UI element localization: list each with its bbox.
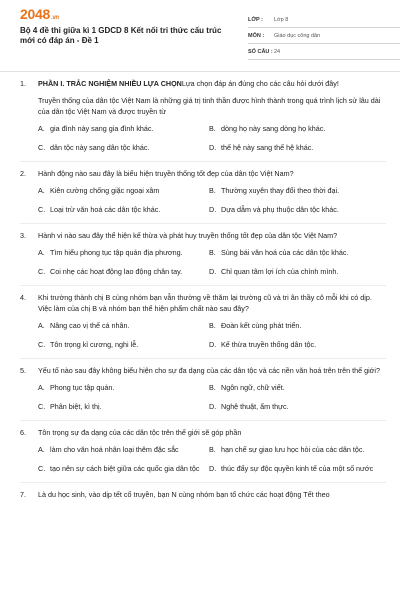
question-1: [20, 78, 386, 153]
option-c[interactable]: C. Loại trừ văn hoá các dân tộc khác.: [38, 205, 161, 214]
question-number: 7.: [20, 490, 26, 499]
option-b[interactable]: B. Đoàn kết cùng phát triển.: [209, 321, 302, 330]
option-d[interactable]: D. Kế thừa truyền thống dân tộc.: [209, 340, 317, 349]
option-d[interactable]: D. Chỉ quan tâm lợi ích của chính mình.: [209, 267, 339, 276]
question-4: [20, 292, 386, 350]
question-6: [20, 427, 386, 474]
separator: [20, 420, 386, 421]
separator: [20, 358, 386, 359]
meta-key: MÔN :: [248, 32, 265, 39]
option-a[interactable]: A. Tìm hiểu phong tục tập quán địa phương.: [38, 248, 183, 257]
options: [38, 185, 386, 215]
option-d[interactable]: D. thúc đẩy sự độc quyền kinh tế của một số nước: [209, 464, 374, 473]
option-b[interactable]: B. Sùng bái văn hoá của các dân tộc khác.: [209, 248, 349, 257]
option-a[interactable]: A. gia đình này sang gia đình khác.: [38, 124, 154, 133]
option-d[interactable]: D. thế hệ này sang thế hệ khác.: [209, 143, 314, 152]
meta-key: SỐ CÂU :: [248, 48, 273, 55]
option-a[interactable]: A. làm cho văn hoá nhân loại thêm đặc sắc: [38, 445, 179, 454]
questions: [20, 78, 386, 508]
options: [38, 320, 386, 350]
site-logo[interactable]: 2048.vn: [20, 6, 59, 22]
section-heading: PHẦN I. TRẮC NGHIỆM NHIỀU LỰA CHỌN: [38, 79, 182, 88]
question-number: 3.: [20, 231, 26, 240]
option-b[interactable]: B. hạn chế sự giao lưu học hỏi của các dân tộc.: [209, 445, 365, 454]
option-d[interactable]: D. Dựa dẫm và phụ thuộc dân tộc khác.: [209, 205, 339, 214]
question-text: Lựa chọn đáp án đúng cho các câu hỏi dưới đây!: [181, 79, 339, 88]
question-7: [20, 489, 386, 500]
option-b[interactable]: B. dòng họ này sang dòng họ khác.: [209, 124, 326, 133]
option-c[interactable]: C. tạo nên sự cách biệt giữa các quốc gia dân tộc: [38, 464, 200, 473]
option-a[interactable]: A. Kiên cường chống giặc ngoại xâm: [38, 186, 160, 195]
meta-row-count: [248, 44, 400, 60]
question-text: Yếu tố nào sau đây không biểu hiện cho sự đa dạng của các dân tộc và các nền văn hoá trên trên thế giới?: [38, 366, 380, 375]
separator: [20, 223, 386, 224]
question-text: Hành động nào sau đây là biểu hiện truyền thống tốt đẹp của dân tộc Việt Nam?: [38, 169, 294, 178]
question-number: 2.: [20, 169, 26, 178]
option-c[interactable]: C. dân tộc này sang dân tộc khác.: [38, 143, 150, 152]
separator: [20, 285, 386, 286]
question-5: [20, 365, 386, 412]
header-divider: [0, 71, 400, 72]
question-number: 5.: [20, 366, 26, 375]
question-3: [20, 230, 386, 277]
options: [38, 382, 386, 412]
options: [38, 444, 386, 474]
meta-row-subject: [248, 28, 400, 44]
question-number: 4.: [20, 293, 26, 302]
option-c[interactable]: C. Tôn trọng kỉ cương, nghi lễ.: [38, 340, 139, 349]
question-text: Khi trường thành chị B cùng nhóm bạn vẫn thường về thăm lại trường cũ và tri ân thầy cô mỗi khi có dịp. Việc làm của chị B và nhóm bạn thể hiện phẩm chất nào sau đây?: [38, 293, 372, 313]
meta-table: [248, 12, 400, 60]
question-text: Hành vi nào sau đây thể hiện kế thừa và phát huy truyền thống tốt đẹp của dân tộc Việt Nam?: [38, 231, 338, 240]
question-number: 6.: [20, 428, 26, 437]
option-d[interactable]: D. Nghệ thuật, ẩm thực.: [209, 402, 289, 411]
meta-row-grade: [248, 12, 400, 28]
option-b[interactable]: B. Ngôn ngữ, chữ viết.: [209, 383, 285, 392]
option-c[interactable]: C. Phân biệt, kì thị.: [38, 402, 102, 411]
header: [20, 0, 384, 66]
option-c[interactable]: C. Coi nhẹ các hoạt động lao động chân tay.: [38, 267, 183, 276]
meta-key: LỚP :: [248, 16, 263, 23]
question-text: Tôn trọng sự đa dạng của các dân tộc trên thế giới sẽ góp phần: [38, 428, 242, 437]
question-2: [20, 168, 386, 215]
separator: [20, 161, 386, 162]
separator: [20, 482, 386, 483]
question-text: Là du học sinh, vào dịp tết cổ truyền, bạn N cùng nhóm bạn tổ chức các hoạt động Tết theo: [38, 490, 330, 499]
option-a[interactable]: A. Phong tục tập quán.: [38, 383, 115, 392]
question-number: 1.: [20, 79, 26, 88]
question-stem: Truyền thống của dân tộc Việt Nam là những giá trị tinh thần được hình thành trong quá trình lịch sử lâu dài của dân tộc Việt Nam và được truyền từ: [38, 96, 381, 116]
meta-value: 24: [274, 48, 281, 55]
options: [38, 247, 386, 277]
meta-value: Lớp 8: [274, 16, 289, 23]
options: [38, 123, 386, 153]
meta-value: Giáo dục công dân: [274, 32, 321, 39]
document-title: Bộ 4 đề thi giữa kì 1 GDCD 8 Kết nối tri thức cấu trúc mới có đáp án - Đề 1: [20, 26, 222, 45]
option-a[interactable]: A. Nâng cao vị thế cá nhân.: [38, 321, 130, 330]
option-b[interactable]: B. Thường xuyên thay đổi theo thời đại.: [209, 186, 340, 195]
